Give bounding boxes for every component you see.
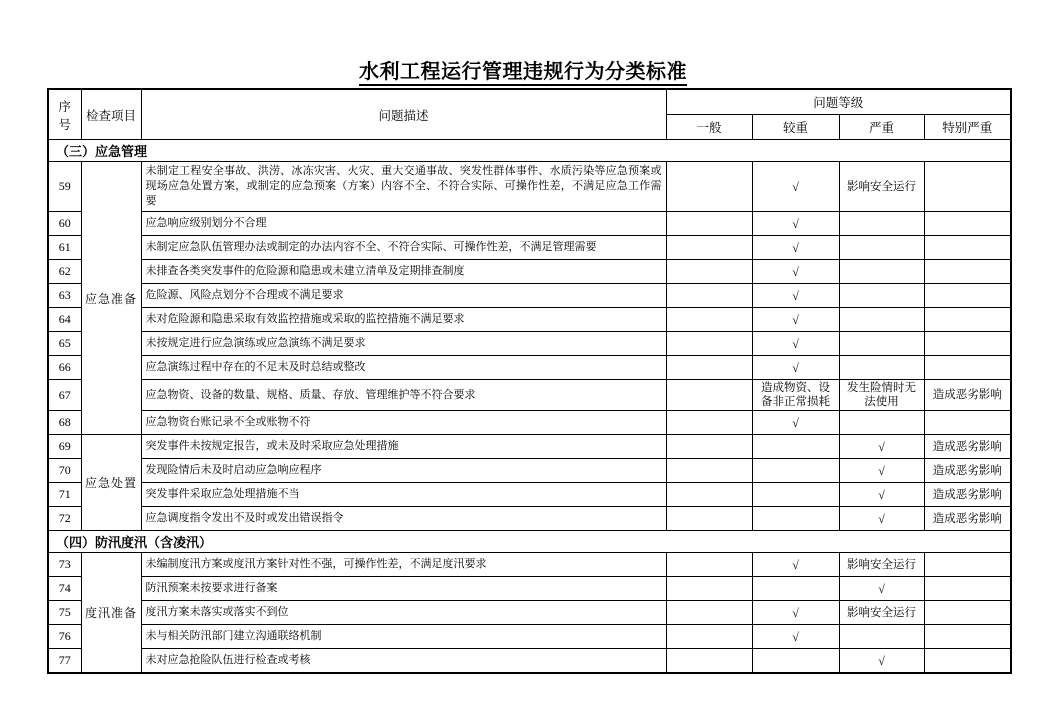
grade-moderate-cell [752, 507, 839, 531]
table-row [48, 625, 1011, 649]
problem-desc-cell: 应急物资台账记录不全或账物不符 [141, 411, 666, 435]
grade-general-cell [666, 356, 752, 380]
grade-general-cell [666, 649, 752, 674]
grade-extreme-cell [924, 162, 1011, 212]
grade-general-cell [666, 625, 752, 649]
violation-classification-table [47, 88, 1012, 674]
header-grade-extreme: 特别严重 [924, 115, 1011, 140]
problem-desc-cell: 应急响应级别划分不合理 [141, 212, 666, 236]
grade-extreme-cell [924, 601, 1011, 625]
grade-extreme-cell [924, 284, 1011, 308]
row-number-cell: 65 [48, 332, 81, 356]
section-title: （四）防汛度汛（含凌汛） [48, 531, 1011, 553]
grade-extreme-cell: 造成恶劣影响 [924, 483, 1011, 507]
problem-desc-cell: 突发事件采取应急处理措施不当 [141, 483, 666, 507]
grade-general-cell [666, 459, 752, 483]
row-number-cell: 69 [48, 435, 81, 459]
table-body [48, 140, 1011, 674]
table-row [48, 284, 1011, 308]
grade-extreme-cell: 造成恶劣影响 [924, 459, 1011, 483]
grade-general-cell [666, 332, 752, 356]
header-row-1 [48, 89, 1011, 115]
grade-extreme-cell [924, 308, 1011, 332]
table-row [48, 601, 1011, 625]
grade-extreme-cell [924, 260, 1011, 284]
problem-desc-cell: 未按规定进行应急演练或应急演练不满足要求 [141, 332, 666, 356]
grade-severe-cell [839, 212, 924, 236]
row-number-cell: 72 [48, 507, 81, 531]
grade-extreme-cell [924, 553, 1011, 577]
grade-severe-cell: 影响安全运行 [839, 162, 924, 212]
grade-severe-cell [839, 411, 924, 435]
table-row [48, 308, 1011, 332]
grade-severe-cell [839, 625, 924, 649]
grade-severe-cell: 影响安全运行 [839, 601, 924, 625]
grade-general-cell [666, 260, 752, 284]
grade-general-cell [666, 483, 752, 507]
header-grade-moderate: 较重 [752, 115, 839, 140]
row-number-cell: 61 [48, 236, 81, 260]
grade-general-cell [666, 553, 752, 577]
grade-moderate-cell [752, 435, 839, 459]
row-number-cell: 64 [48, 308, 81, 332]
problem-desc-cell: 应急物资、设备的数量、规格、质量、存放、管理维护等不符合要求 [141, 380, 666, 411]
grade-extreme-cell [924, 411, 1011, 435]
grade-extreme-cell [924, 332, 1011, 356]
check-item-cell: 应急准备 [81, 162, 141, 435]
grade-general-cell [666, 236, 752, 260]
row-number-cell: 76 [48, 625, 81, 649]
problem-desc-cell: 度汛方案未落实或落实不到位 [141, 601, 666, 625]
grade-severe-cell: √ [839, 577, 924, 601]
table-row [48, 212, 1011, 236]
grade-severe-cell [839, 260, 924, 284]
grade-moderate-cell: √ [752, 356, 839, 380]
section-title: （三）应急管理 [48, 140, 1011, 162]
grade-extreme-cell [924, 236, 1011, 260]
problem-desc-cell: 未制定应急队伍管理办法或制定的办法内容不全、不符合实际、可操作性差，不满足管理需要 [141, 236, 666, 260]
grade-extreme-cell: 造成恶劣影响 [924, 507, 1011, 531]
table-row [48, 435, 1011, 459]
check-item-cell: 度汛准备 [81, 553, 141, 674]
table-row [48, 236, 1011, 260]
grade-moderate-cell: √ [752, 411, 839, 435]
table-row [48, 380, 1011, 411]
grade-general-cell [666, 162, 752, 212]
grade-general-cell [666, 380, 752, 411]
row-number-cell: 63 [48, 284, 81, 308]
row-number-cell: 74 [48, 577, 81, 601]
grade-severe-cell: √ [839, 483, 924, 507]
grade-moderate-cell: √ [752, 284, 839, 308]
table-row [48, 649, 1011, 674]
row-number-cell: 70 [48, 459, 81, 483]
grade-severe-cell: 影响安全运行 [839, 553, 924, 577]
grade-severe-cell [839, 332, 924, 356]
header-problem-desc: 问题描述 [141, 89, 666, 140]
problem-desc-cell: 未与相关防汛部门建立沟通联络机制 [141, 625, 666, 649]
table-row [48, 459, 1011, 483]
page-title [0, 55, 1046, 84]
table-row [48, 260, 1011, 284]
row-number-cell: 68 [48, 411, 81, 435]
table-row [48, 356, 1011, 380]
table-row [48, 332, 1011, 356]
grade-severe-cell: √ [839, 507, 924, 531]
row-number-cell: 60 [48, 212, 81, 236]
grade-severe-cell: 发生险情时无法使用 [839, 380, 924, 411]
table-row [48, 507, 1011, 531]
header-check-item: 检查项目 [81, 89, 141, 140]
problem-desc-cell: 突发事件未按规定报告，或未及时采取应急处理措施 [141, 435, 666, 459]
grade-moderate-cell: √ [752, 553, 839, 577]
problem-desc-cell: 发现险情后未及时启动应急响应程序 [141, 459, 666, 483]
grade-extreme-cell [924, 625, 1011, 649]
grade-severe-cell [839, 308, 924, 332]
problem-desc-cell: 应急调度指令发出不及时或发出错误指令 [141, 507, 666, 531]
grade-moderate-cell: √ [752, 260, 839, 284]
grade-general-cell [666, 284, 752, 308]
section-row [48, 531, 1011, 553]
problem-desc-cell: 危险源、风险点划分不合理或不满足要求 [141, 284, 666, 308]
problem-desc-cell: 未制定工程安全事故、洪涝、冰冻灾害、火灾、重大交通事故、突发性群体事件、水质污染等应急预案或现场应急处置方案，或制定的应急预案（方案）内容不全、不符合实际、可操作性差，不满足应急工作需要 [141, 162, 666, 212]
header-grade-general: 一般 [666, 115, 752, 140]
table-row [48, 483, 1011, 507]
grade-moderate-cell [752, 577, 839, 601]
grade-severe-cell [839, 236, 924, 260]
grade-general-cell [666, 435, 752, 459]
grade-extreme-cell [924, 577, 1011, 601]
grade-moderate-cell: √ [752, 236, 839, 260]
section-row [48, 140, 1011, 162]
grade-moderate-cell: √ [752, 308, 839, 332]
grade-moderate-cell: √ [752, 332, 839, 356]
row-number-cell: 77 [48, 649, 81, 674]
header-serial: 序号 [48, 89, 81, 140]
grade-moderate-cell: √ [752, 212, 839, 236]
grade-general-cell [666, 308, 752, 332]
row-number-cell: 62 [48, 260, 81, 284]
grade-moderate-cell [752, 649, 839, 674]
grade-general-cell [666, 577, 752, 601]
grade-extreme-cell [924, 356, 1011, 380]
table-row [48, 162, 1011, 212]
problem-desc-cell: 未对应急抢险队伍进行检查或考核 [141, 649, 666, 674]
grade-moderate-cell: √ [752, 162, 839, 212]
check-item-cell: 应急处置 [81, 435, 141, 531]
row-number-cell: 67 [48, 380, 81, 411]
grade-extreme-cell: 造成恶劣影响 [924, 435, 1011, 459]
grade-moderate-cell [752, 483, 839, 507]
row-number-cell: 73 [48, 553, 81, 577]
grade-moderate-cell [752, 459, 839, 483]
header-grade-severe: 严重 [839, 115, 924, 140]
grade-severe-cell [839, 284, 924, 308]
table-row [48, 577, 1011, 601]
problem-desc-cell: 未对危险源和隐患采取有效监控措施或采取的监控措施不满足要求 [141, 308, 666, 332]
grade-general-cell [666, 507, 752, 531]
grade-severe-cell: √ [839, 649, 924, 674]
grade-moderate-cell: √ [752, 625, 839, 649]
row-number-cell: 75 [48, 601, 81, 625]
problem-desc-cell: 未排查各类突发事件的危险源和隐患或未建立清单及定期排查制度 [141, 260, 666, 284]
problem-desc-cell: 未编制度汛方案或度汛方案针对性不强，可操作性差，不满足度汛要求 [141, 553, 666, 577]
grade-severe-cell [839, 356, 924, 380]
grade-moderate-cell: 造成物资、设备非正常损耗 [752, 380, 839, 411]
row-number-cell: 59 [48, 162, 81, 212]
table-row [48, 411, 1011, 435]
grade-general-cell [666, 212, 752, 236]
grade-severe-cell: √ [839, 435, 924, 459]
grade-general-cell [666, 411, 752, 435]
problem-desc-cell: 防汛预案未按要求进行备案 [141, 577, 666, 601]
table-header [48, 89, 1011, 140]
grade-severe-cell: √ [839, 459, 924, 483]
grade-moderate-cell: √ [752, 601, 839, 625]
grade-extreme-cell [924, 212, 1011, 236]
page-title-text: 水利工程运行管理违规行为分类标准 [359, 61, 687, 86]
grade-general-cell [666, 601, 752, 625]
grade-extreme-cell: 造成恶劣影响 [924, 380, 1011, 411]
row-number-cell: 71 [48, 483, 81, 507]
table-row [48, 553, 1011, 577]
problem-desc-cell: 应急演练过程中存在的不足未及时总结或整改 [141, 356, 666, 380]
header-grade-group: 问题等级 [666, 89, 1011, 115]
row-number-cell: 66 [48, 356, 81, 380]
grade-extreme-cell [924, 649, 1011, 674]
